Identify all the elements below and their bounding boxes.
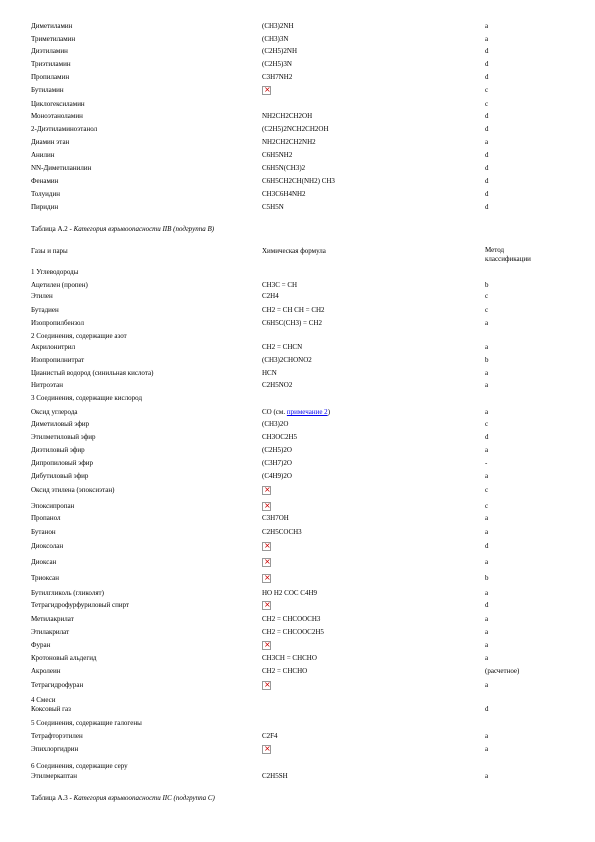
substance-name: 2-Диэтиламиноэтанол <box>31 125 98 133</box>
table-row <box>0 485 595 495</box>
chemical-formula: (C2H5)2NCH2CH2OH <box>262 125 329 133</box>
substance-name: Акролеин <box>31 667 61 675</box>
table-row <box>0 704 595 714</box>
chemical-formula: C2F4 <box>262 732 278 740</box>
substance-name: Фенамин <box>31 177 59 185</box>
broken-image-icon <box>262 502 271 511</box>
section-heading: 3 Соединения, содержащие кислород <box>31 394 143 402</box>
classification-method: a <box>485 681 489 689</box>
broken-image-icon <box>262 542 271 551</box>
classification-method: d <box>485 601 489 609</box>
table-header-row <box>0 246 595 266</box>
substance-name: Анилин <box>31 151 55 159</box>
table-row <box>0 176 595 186</box>
classification-method: a <box>485 528 489 536</box>
table-row <box>0 573 595 583</box>
chemical-formula: C6H5NH2 <box>262 151 293 159</box>
substance-name: Акрилонитрил <box>31 343 76 351</box>
header-formula: Химическая формула <box>262 247 326 255</box>
table-row <box>0 189 595 199</box>
classification-method: a <box>485 408 489 416</box>
table-row <box>0 501 595 511</box>
chemical-formula: CH2 = CHCHO <box>262 667 308 675</box>
substance-name: Триэтиламин <box>31 60 71 68</box>
classification-method: a <box>485 319 489 327</box>
chemical-formula: HO H2 COC C4H9 <box>262 589 318 597</box>
table-row <box>0 771 595 781</box>
broken-image-icon <box>262 641 271 650</box>
table-row <box>0 614 595 624</box>
table-row <box>0 744 595 754</box>
substance-name: NN-Диметиланилин <box>31 164 92 172</box>
table-row <box>0 458 595 468</box>
substance-name: Пропиламин <box>31 73 70 81</box>
table-row <box>0 111 595 121</box>
chemical-formula: CH3OC2H5 <box>262 433 298 441</box>
section-heading: 6 Соединения, содержащие серу <box>31 762 128 770</box>
classification-method: d <box>485 705 489 713</box>
substance-name: Циклогексиламин <box>31 100 85 108</box>
table-row <box>0 355 595 365</box>
chemical-formula: C6H5C(CH3) = CH2 <box>262 319 322 327</box>
substance-name: Дибутиловый эфир <box>31 472 89 480</box>
note-link[interactable]: примечание 2 <box>286 408 328 416</box>
substance-name: Метилакрилат <box>31 615 74 623</box>
section-heading: 2 Соединения, содержащие азот <box>31 332 127 340</box>
table-row <box>0 471 595 481</box>
chemical-formula: (C2H5)3N <box>262 60 292 68</box>
classification-method: a <box>485 472 489 480</box>
classification-method: d <box>485 203 489 211</box>
chemical-formula: C6H5CH2CH(NH2) CH3 <box>262 177 335 185</box>
table-row <box>0 318 595 328</box>
table-row <box>0 368 595 378</box>
chemical-formula: C2H5COCH3 <box>262 528 302 536</box>
broken-image-icon <box>262 558 271 567</box>
chemical-formula: (CH3)3N <box>262 35 289 43</box>
substance-name: Оксид углерода <box>31 408 78 416</box>
classification-method: d <box>485 125 489 133</box>
classification-method: a <box>485 615 489 623</box>
classification-method: b <box>485 281 489 289</box>
substance-name: Диамин этан <box>31 138 70 146</box>
substance-name: Диметиламин <box>31 22 73 30</box>
section-heading: 4 Смеси <box>31 696 56 704</box>
broken-image-icon <box>262 601 271 610</box>
broken-image-icon <box>262 86 271 95</box>
table-row <box>0 46 595 56</box>
substance-name: Бутадиен <box>31 306 59 314</box>
substance-name: Бутилгликоль (гликолят) <box>31 589 104 597</box>
substance-name: Этилмеркаптан <box>31 772 78 780</box>
table-row <box>0 137 595 147</box>
table-row <box>0 680 595 690</box>
chemical-formula: CH2 = CH CH = CH2 <box>262 306 325 314</box>
classification-method: b <box>485 356 489 364</box>
table-row <box>0 627 595 637</box>
classification-method: a <box>485 35 489 43</box>
table-row <box>0 59 595 69</box>
chemical-formula: C2H5NO2 <box>262 381 293 389</box>
classification-method: a <box>485 138 489 146</box>
table-row <box>0 513 595 523</box>
classification-method: d <box>485 47 489 55</box>
substance-name: Тетрагидрофурфуриловый спирт <box>31 601 130 609</box>
substance-name: Фуран <box>31 641 51 649</box>
table-row <box>0 731 595 741</box>
table-row <box>0 653 595 663</box>
table-row <box>0 541 595 551</box>
classification-method: a <box>485 558 489 566</box>
classification-method: c <box>485 486 489 494</box>
classification-method: d <box>485 73 489 81</box>
table-row <box>0 163 595 173</box>
table-row <box>0 99 595 109</box>
chemical-formula: CH2 = CHCN <box>262 343 303 351</box>
table-row <box>0 380 595 390</box>
substance-name: Оксид этилена (эпоксиэтан) <box>31 486 115 494</box>
chemical-formula: (CH3)2CHONO2 <box>262 356 312 364</box>
table-row <box>0 305 595 315</box>
table-row <box>0 407 595 417</box>
chemical-formula: CH2 = CHCOOC2H5 <box>262 628 324 636</box>
table-caption-a3: Таблица А.3 - Категория взрывоопасности IIC (подгруппа С) <box>31 794 215 802</box>
classification-method: d <box>485 151 489 159</box>
chemical-formula: C2H4 <box>262 292 279 300</box>
classification-method: a <box>485 514 489 522</box>
chemical-formula: (C3H7)2O <box>262 459 292 467</box>
table-row <box>0 666 595 676</box>
section-heading-row <box>0 331 595 341</box>
substance-name: Диэтиламин <box>31 47 68 55</box>
header-gases: Газы и пары <box>31 247 68 255</box>
classification-method: (расчетное) <box>485 667 520 675</box>
chemical-formula: C3H7OH <box>262 514 289 522</box>
table-row <box>0 445 595 455</box>
substance-name: Диметиловый эфир <box>31 420 90 428</box>
table-row <box>0 202 595 212</box>
classification-method: a <box>485 22 489 30</box>
substance-name: Цианистый водород (синильная кислота) <box>31 369 154 377</box>
table-caption-a2: Таблица А.2 - Категория взрывоопасности IIB (подгруппа В) <box>31 225 215 233</box>
substance-name: Коксовый газ <box>31 705 71 713</box>
chemical-formula: CH3C = CH <box>262 281 298 289</box>
classification-method: a <box>485 446 489 454</box>
classification-method: d <box>485 542 489 550</box>
table-row <box>0 600 595 610</box>
broken-image-icon <box>262 486 271 495</box>
table-row <box>0 124 595 134</box>
broken-image-icon <box>262 745 271 754</box>
chemical-formula: CH3CH = CHCHO <box>262 654 317 662</box>
classification-method: a <box>485 628 489 636</box>
chemical-formula: (CH3)2O <box>262 420 289 428</box>
substance-name: Моноэтаноламин <box>31 112 83 120</box>
section-heading: 1 Углеводороды <box>31 268 79 276</box>
classification-method: c <box>485 86 489 94</box>
chemical-formula: C6H5N(CH3)2 <box>262 164 306 172</box>
substance-name: Кротоновый альдегид <box>31 654 97 662</box>
chemical-formula: (C2H5)2O <box>262 446 292 454</box>
broken-image-icon <box>262 681 271 690</box>
table-row <box>0 85 595 95</box>
classification-method: c <box>485 100 489 108</box>
classification-method: d <box>485 177 489 185</box>
substance-name: Этилметиловый эфир <box>31 433 96 441</box>
classification-method: d <box>485 190 489 198</box>
section-heading-row <box>0 267 595 277</box>
chemical-formula: (CH3)2NH <box>262 22 294 30</box>
classification-method: d <box>485 164 489 172</box>
substance-name: Эпихлоргидрин <box>31 745 79 753</box>
classification-method: a <box>485 732 489 740</box>
table-row <box>0 640 595 650</box>
chemical-formula: (C4H9)2O <box>262 472 292 480</box>
classification-method: a <box>485 745 489 753</box>
section-heading: 5 Соединения, содержащие галогены <box>31 719 142 727</box>
substance-name: Изопропилнитрат <box>31 356 85 364</box>
table-row <box>0 432 595 442</box>
classification-method: d <box>485 60 489 68</box>
classification-method: a <box>485 381 489 389</box>
classification-method: a <box>485 772 489 780</box>
substance-name: Триоксан <box>31 574 60 582</box>
substance-name: Этилен <box>31 292 53 300</box>
table-row <box>0 72 595 82</box>
section-heading-row <box>0 393 595 403</box>
table-row <box>0 150 595 160</box>
substance-name: Бутанон <box>31 528 56 536</box>
table-row <box>0 34 595 44</box>
section-heading-row <box>0 718 595 728</box>
chemical-formula: CH3C6H4NH2 <box>262 190 306 198</box>
broken-image-icon <box>262 574 271 583</box>
classification-method: c <box>485 420 489 428</box>
chemical-formula: HCN <box>262 369 277 377</box>
chemical-formula: C3H7NH2 <box>262 73 293 81</box>
substance-name: Диоксан <box>31 558 57 566</box>
substance-name: Пиридин <box>31 203 59 211</box>
table-row <box>0 527 595 537</box>
chemical-formula: C5H5N <box>262 203 284 211</box>
classification-method: - <box>485 459 488 467</box>
substance-name: Пропанол <box>31 514 61 522</box>
classification-method: a <box>485 369 489 377</box>
table-row <box>0 291 595 301</box>
table-row <box>0 557 595 567</box>
classification-method: d <box>485 433 489 441</box>
chemical-formula: (C2H5)2NH <box>262 47 297 55</box>
chemical-formula: C2H5SH <box>262 772 288 780</box>
substance-name: Толуидин <box>31 190 60 198</box>
table-row <box>0 419 595 429</box>
classification-method: c <box>485 306 489 314</box>
substance-name: Изопропилбензол <box>31 319 84 327</box>
chemical-formula: NH2CH2CH2OH <box>262 112 313 120</box>
table-row <box>0 342 595 352</box>
substance-name: Диэтиловый эфир <box>31 446 85 454</box>
header-method: Метод классификации <box>485 246 531 263</box>
classification-method: b <box>485 574 489 582</box>
chemical-formula: CO (см. примечание 2) <box>262 408 331 416</box>
substance-name: Тетрафторэтилен <box>31 732 83 740</box>
table-row <box>0 588 595 598</box>
classification-method: a <box>485 589 489 597</box>
classification-method: a <box>485 654 489 662</box>
classification-method: d <box>485 112 489 120</box>
table-row <box>0 21 595 31</box>
classification-method: a <box>485 343 489 351</box>
substance-name: Бутиламин <box>31 86 64 94</box>
substance-name: Ацетилен (пропен) <box>31 281 88 289</box>
classification-method: c <box>485 502 489 510</box>
chemical-formula: CH2 = CHCOOCH3 <box>262 615 321 623</box>
substance-name: Тетрагидрофуран <box>31 681 84 689</box>
substance-name: Эпоксипропан <box>31 502 75 510</box>
classification-method: a <box>485 641 489 649</box>
substance-name: Нитроэтан <box>31 381 64 389</box>
substance-name: Дипропиловый эфир <box>31 459 94 467</box>
substance-name: Этилакрилат <box>31 628 70 636</box>
classification-method: c <box>485 292 489 300</box>
section-heading-row <box>0 761 595 771</box>
table-row <box>0 280 595 290</box>
substance-name: Триметиламин <box>31 35 76 43</box>
substance-name: Диоксолан <box>31 542 64 550</box>
chemical-formula: NH2CH2CH2NH2 <box>262 138 316 146</box>
